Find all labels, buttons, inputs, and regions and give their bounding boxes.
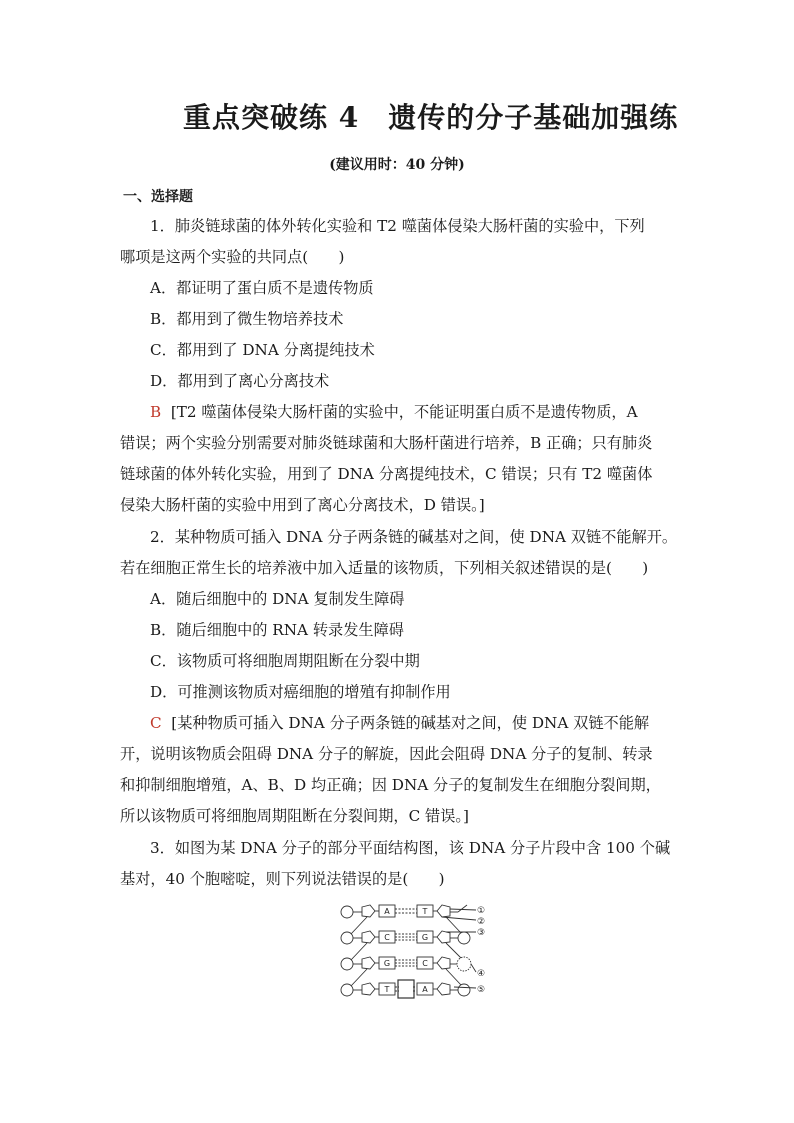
q2-explanation-4: 所以该物质可将细胞周期阻断在分裂间期，C 错误。]: [120, 807, 469, 825]
q1-stem-line-2: 哪项是这两个实验的共同点( ): [120, 248, 345, 266]
callout-label-1: ①: [477, 906, 486, 916]
q1-explanation-2: 错误；两个实验分别需要对肺炎链球菌和大肠杆菌进行培养，B 正确；只有肺炎: [120, 434, 653, 452]
deoxyribose-pentagon: [437, 983, 450, 995]
base-label: A: [384, 907, 390, 916]
base-label: T: [384, 985, 390, 994]
q2-explanation-1: [某种物质可插入 DNA 分子两条链的碱基对之间，使 DNA 双链不能解: [171, 714, 650, 732]
q2-option-b: B．随后细胞中的 RNA 转录发生障碍: [150, 621, 404, 639]
base-label: C: [384, 933, 390, 942]
base-label: A: [422, 985, 428, 994]
q1-option-a: A．都证明了蛋白质不是遗传物质: [150, 279, 374, 297]
page-title: 重点突破练 4 遗传的分子基础加强练: [183, 101, 679, 134]
base-pair-highlight-box: [398, 980, 414, 998]
q2-option-d: D．可推测该物质对癌细胞的增殖有抑制作用: [150, 683, 451, 701]
q2-answer-line: [150, 713, 649, 733]
q2-explanation-2: 开，说明该物质会阻碍 DNA 分子的解旋，因此会阻碍 DNA 分子的复制、转录: [120, 745, 653, 763]
q1-stem-line-1: 1．肺炎链球菌的体外转化实验和 T2 噬菌体侵染大肠杆菌的实验中，下列: [150, 217, 645, 235]
q1-option-b: B．都用到了微生物培养技术: [150, 310, 344, 328]
q2-explanation-3: 和抑制细胞增殖，A、B、D 均正确；因 DNA 分子的复制发生在细胞分裂间期，: [120, 776, 661, 794]
q1-answer-line: [150, 402, 638, 422]
deoxyribose-pentagon: [437, 905, 450, 917]
q1-option-d: D．都用到了离心分离技术: [150, 372, 330, 390]
q1-explanation-3: 链球菌的体外转化实验，用到了 DNA 分离提纯技术，C 错误；只有 T2 噬菌体: [120, 465, 653, 483]
base-label: C: [422, 959, 428, 968]
q1-explanation-1: [T2 噬菌体侵染大肠杆菌的实验中，不能证明蛋白质不是遗传物质，A: [170, 403, 638, 421]
q1-answer: B: [150, 403, 162, 421]
q2-stem-line-1: 2．某种物质可插入 DNA 分子两条链的碱基对之间，使 DNA 双链不能解开。: [150, 528, 678, 546]
phosphate-circle: [458, 932, 470, 944]
q2-option-c: C．该物质可将细胞周期阻断在分裂中期: [150, 652, 420, 670]
q2-option-a: A．随后细胞中的 DNA 复制发生障碍: [150, 590, 405, 608]
base-label: T: [422, 907, 428, 916]
callout-label-4: ④: [477, 969, 486, 979]
q3-stem-line-1: 3．如图为某 DNA 分子的部分平面结构图，该 DNA 分子片段中含 100 个碱: [150, 839, 671, 857]
callout-label-2: ②: [477, 917, 486, 927]
q2-stem-line-2: 若在细胞正常生长的培养液中加入适量的该物质，下列相关叙述错误的是( ): [120, 559, 649, 577]
q1-option-c: C．都用到了 DNA 分离提纯技术: [150, 341, 375, 359]
deoxyribose-pentagon: [437, 931, 450, 943]
phosphate-circle-dashed: [457, 957, 471, 971]
deoxyribose-pentagon: [437, 957, 450, 969]
base-label: G: [421, 933, 429, 942]
q1-explanation-4: 侵染大肠杆菌的实验中用到了离心分离技术，D 错误。]: [120, 496, 485, 514]
callout-label-5: ⑤: [477, 985, 486, 995]
deoxyribose-pentagon: [362, 957, 375, 969]
dna-structure-diagram: [334, 902, 494, 1006]
callout-label-3: ③: [477, 928, 486, 938]
phosphate-circle: [458, 984, 470, 996]
section-heading: 一、选择题: [123, 189, 193, 205]
deoxyribose-pentagon: [362, 905, 375, 917]
q3-stem-line-2: 基对，40 个胞嘧啶，则下列说法错误的是( ): [120, 870, 445, 888]
deoxyribose-pentagon: [362, 983, 375, 995]
suggested-time: (建议用时：40 分钟): [329, 157, 465, 173]
base-label: G: [383, 959, 391, 968]
deoxyribose-pentagon: [362, 931, 375, 943]
phosphate-circle: [341, 906, 353, 918]
q2-answer: C: [150, 714, 162, 732]
